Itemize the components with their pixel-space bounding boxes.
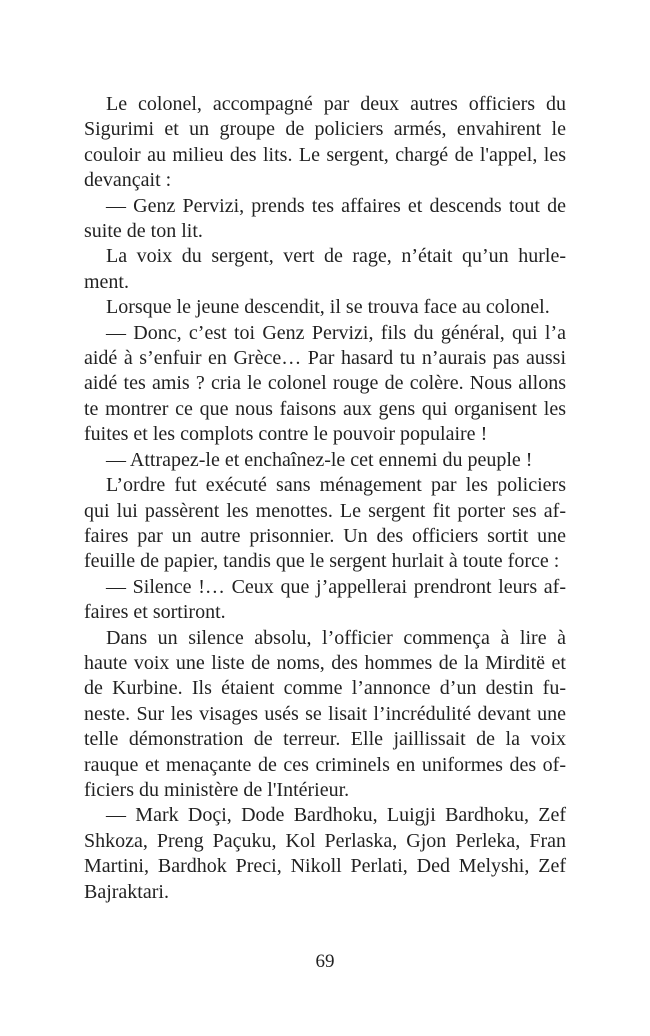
text-line: de Kurbine. Ils étaient comme l’annonce d’un destin fu-: [84, 677, 566, 700]
text-line: suite de ton lit.: [84, 220, 203, 243]
text-line: aidé à s’enfuir en Grèce… Par hasard tu n’aurais pas aussi: [84, 347, 566, 370]
text-line: faires et sortiront.: [84, 601, 226, 624]
text-line: — Silence !… Ceux que j’appellerai prendront leurs af-: [106, 575, 566, 598]
text-line: te montrer ce que nous faisons aux gens qui organisent les: [84, 397, 566, 420]
text-line: Martini, Bardhok Preci, Nikoll Perlati, Ded Melyshi, Zef: [84, 855, 566, 878]
dialogue-paragraph: [84, 194, 566, 245]
prose-paragraph: [84, 626, 566, 804]
text-line: — Donc, c’est toi Genz Pervizi, fils du général, qui l’a: [106, 321, 566, 344]
text-line: Sigurimi et un groupe de policiers armés, envahirent le: [84, 118, 566, 141]
text-line: Bajraktari.: [84, 880, 169, 903]
text-line: feuille de papier, tandis que le sergent hurlait à toute force :: [84, 550, 560, 573]
text-line: Lorsque le jeune descendit, il se trouva face au colonel.: [106, 296, 550, 319]
dialogue-paragraph: [84, 575, 566, 626]
prose-paragraph: [84, 92, 566, 194]
text-line: La voix du sergent, vert de rage, n’était qu’un hurle-: [106, 245, 566, 268]
text-line: — Genz Pervizi, prends tes affaires et descends tout de: [106, 194, 566, 217]
prose-paragraph: [84, 295, 566, 320]
text-line: Shkoza, Preng Paçuku, Kol Perlaska, Gjon Perleka, Fran: [84, 829, 566, 852]
text-line: couloir au milieu des lits. Le sergent, chargé de l'appel, les: [84, 143, 566, 166]
text-line: fuites et les complots contre le pouvoir populaire !: [84, 423, 488, 446]
text-line: faires par un autre prisonnier. Un des officiers sortit une: [84, 524, 566, 547]
dialogue-paragraph: [84, 321, 566, 448]
text-line: ment.: [84, 270, 129, 293]
prose-paragraph: [84, 473, 566, 575]
text-line: devançait :: [84, 169, 172, 192]
text-line: haute voix une liste de noms, des hommes de la Mirditë et: [84, 651, 566, 674]
text-line: aidé tes amis ? cria le colonel rouge de colère. Nous allons: [84, 372, 566, 395]
text-line: Le colonel, accompagné par deux autres officiers du: [106, 93, 566, 115]
text-line: Dans un silence absolu, l’officier commença à lire à: [106, 626, 566, 649]
text-line: — Mark Doçi, Dode Bardhoku, Luigji Bardhoku, Zef: [106, 804, 566, 827]
dialogue-paragraph: [84, 448, 566, 473]
text-line: ficiers du ministère de l'Intérieur.: [84, 778, 350, 801]
page-text: [84, 92, 566, 905]
text-line: — Attrapez-le et enchaînez-le cet ennemi du peuple !: [106, 448, 533, 471]
text-line: qui lui passèrent les menottes. Le sergent fit porter ses af-: [84, 499, 566, 522]
dialogue-paragraph: [84, 803, 566, 905]
page-number: 69: [315, 951, 335, 972]
text-line: rauque et menaçante de ces criminels en uniformes des of-: [84, 753, 566, 776]
prose-paragraph: [84, 244, 566, 295]
text-line: L’ordre fut exécuté sans ménagement par les policiers: [106, 474, 566, 497]
text-line: telle démonstration de terreur. Elle jaillissait de la voix: [84, 728, 566, 751]
text-line: neste. Sur les visages usés se lisait l’incrédulité devant une: [84, 702, 566, 725]
